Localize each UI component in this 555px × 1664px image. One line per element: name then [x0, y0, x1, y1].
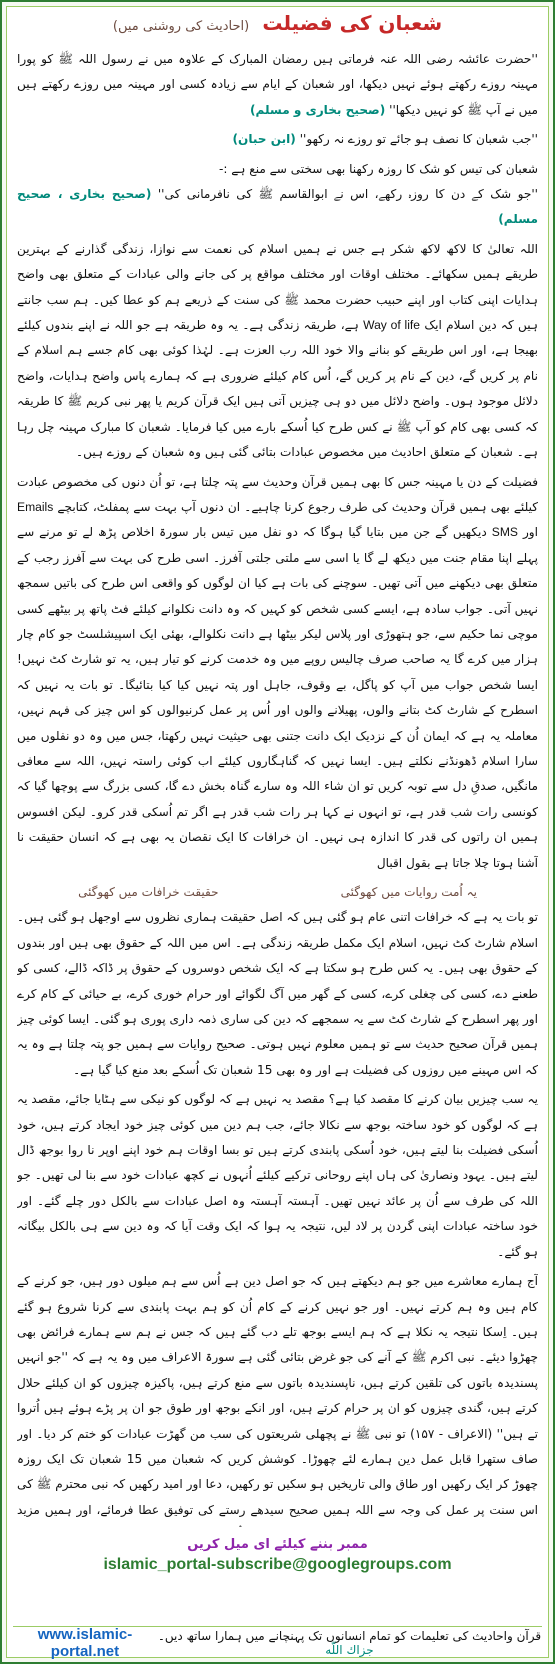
hadith-3-reference: (صحیح بخاری ، صحیح مسلم) [17, 187, 538, 227]
paragraph-2-part-a: فضیلت کے دن یا مہینہ جس کا بھی ہمیں قرآن وحدیث سے پتہ چلتا ہے، تو اُن دنوں کی مخصوص عبادت کیلئے بھی ہمیں قرآن وحدیث کی طرف رجوع کرنا چاہیے۔ ان دنوں آپ بہت سے پمفلٹ، کتابچے [17, 474, 538, 514]
header [7, 11, 548, 45]
jazak-allah-text: جزاك اللّه [325, 1643, 374, 1657]
hadith-1-text: ''حضرت عائشہ رضی اللہ عنہ فرماتی ہیں رمضان المبارک کے علاوہ میں نے رسول اللہ ﷺ کو پورا مہینہ روزے رکھتے ہوئے نہیں دیکھا، اور شعبان کے ایام سے زیادہ کسی اور مہینہ میں روزے رکھتے ہیں میں نے آپ ﷺ کو نہیں دیکھا'' [17, 52, 538, 117]
subscribe-label: ممبر بننے کیلئے ای میل کریں [187, 1537, 368, 1552]
couplet-line-2: یہ اُمت روایات میں کھوگئی [340, 885, 477, 899]
hadith-3 [17, 157, 538, 233]
page-title: شعبان کی فضیلت [262, 11, 443, 35]
sms-text: SMS [491, 525, 518, 540]
hadith-2 [17, 127, 538, 152]
paragraph-4: یہ سب چیزیں بیان کرنے کا مقصد کیا ہے؟ مقصد یہ نہیں ہے کہ لوگوں کو نیکی سے ہٹایا جائے، مقصد یہ ہے کہ لوگوں کو خود ساختہ بوجھ سے نکالا جائے، جب ہم دین میں کوئی چیز خود ایجاد کرتے ہیں، خود اُسکی فضیلت بنا لیتے ہیں، خود اُسکی پابندی کرتے ہیں تو بسا اوقات ہم خود اپنے اوپر نا روا بوجھ ڈال لیتے ہیں۔ یہود ونصاریٰ کی ہاں اپنے روحانی ترکیے کیلئے اُنہوں نے کچھ عبادات خود سے بنا لی تھیں۔ جو اللہ کی طرف سے اُن پر عائد نہیں تھیں۔ آہستہ آہستہ وہ اصل عبادات سے بالکل دور چلے گئے۔ اور خود ساختہ عبادات اپنی گردن پر لاد لیں، نتیجہ یہ ہوا کہ ایک وقت آیا کہ وہ دین سے ہی بالکل بیگانہ ہو گئے۔ [17, 1092, 538, 1259]
hadith-2-text: ''جب شعبان کا نصف ہو جائے تو روزے نہ رکھو'' [299, 132, 538, 147]
article-body [17, 47, 538, 1527]
paragraph-2 [17, 470, 538, 877]
paragraph-3: تو بات یہ ہے کہ خرافات اتنی عام ہو گئی ہیں کہ اصل حقیقت ہماری نظروں سے اوجھل ہو گئی ہیں۔ اسلام شارٹ کٹ نہیں، اسلام ایک مکمل طریقہ زندگی ہے۔ اس میں اللہ کے حقوق بھی ہیں اور بندوں کے حقوق بھی ہیں۔ یہ کس طرح ہو سکتا ہے کہ ایک شخص دوسروں کے حقوق پر ڈاکہ ڈالے، کسی کو طعنے دے، کسی کی چغلی کرے، کسی کے گھر میں آگ لگوائے اور حرام خوری کرے، بے حیائی کے کام کرے اور پھر اسطرح کے شارٹ کٹ سے یہ سمجھے کہ دین کی ساری ذمہ داری پوری ہو گئی۔ ایسا کوئی چیز ہمیں قرآن صحیح حدیث سے تو ہمیں معلوم نہیں ہوتی۔ صحیح روایات سے ہمیں جو پتہ چلتا ہے وہ یہ کہ اس مہینے میں روزوں کی فضیلت ہے اور وہ بھی 15 شعبان تک اُسکے بعد منع کیا گیا ہے۔ [17, 910, 538, 1077]
footer [7, 1535, 548, 1661]
paragraph-1 [17, 237, 538, 466]
page-subtitle: (احادیث کی روشنی میں) [112, 19, 250, 34]
hadith-3-text: ''جو شک کے دن کا روزہ رکھے، اس نے ابوالقاسم ﷺ کی نافرمانی کی'' [157, 187, 538, 202]
couplet-line-1: حقیقت خرافات میں کھوگئی [78, 885, 219, 899]
hadith-1 [17, 47, 538, 123]
hadith-1-reference: (صحیح بخاری و مسلم) [249, 102, 386, 117]
tagline-text: قرآن واحادیث کی تعلیمات کو تمام انسانوں تک پہنچانے میں ہمارا ساتھ دیں۔ [157, 1629, 542, 1643]
paragraph-1-part-b: ہے، طریقہ زندگی ہے۔ یہ وہ طریقہ ہے جو اللہ نے اپنے بندوں کیلئے بھیجا ہے، اور اس طریقے کو بنانے والا خود اللہ رب العزت ہے۔ لہٰذا کوئی بھی کام جسے ہم اسلام کے نام پر کریں گے، دین کے نام پر کریں گے، اُس کام کیلئے ضروری ہے کہ ہمارے پاس واضح ہدایات، واضح دلائل موجود ہوں۔ واضح دلائل میں دو ہی چیزیں آتی ہیں ایک قرآن کریم یا پھر نبی کریم ﷺ کا طریقہ کہ کسی بھی کام کو آپ ﷺ نے کس طرح کیا اُسکے بارے میں کیا فرمایا۔ شعبان کا مبارک مہینہ چل رہا ہے۔ شعبان کے متعلق احادیث میں مخصوص عبادات بتائی گئی ہیں وہ شعبان کے روزے ہیں۔ [17, 318, 538, 460]
emails-text: Emails [17, 499, 54, 514]
hadith-2-reference: (ابن حبان) [232, 132, 296, 147]
website-link[interactable]: www.islamic-portal.net [37, 1626, 133, 1660]
footer-tagline [157, 1629, 542, 1657]
content-panel [6, 6, 549, 1658]
subscribe-email-link[interactable]: islamic_portal-subscribe@googlegroups.com [103, 1556, 452, 1573]
paragraph-2-part-b: اور [522, 525, 538, 540]
hadith-3-intro: شعبان کی تیس کو شک کا روزہ رکھنا بھی سختی سے منع ہے :- [218, 161, 538, 176]
way-of-life-text: Way of life [363, 318, 421, 333]
iqbal-couplet [17, 880, 538, 905]
paragraph-1-part-a: اللہ تعالیٰ کا لاکھ لاکھ شکر ہے جس نے ہمیں اسلام کی نعمت سے نوازا، زندگی گذارنے کے بہترین طریقے ہمیں سکھائے۔ مختلف اوقات اور مختلف مواقع پر کی جانے والی عبادات کے متعلق بھی واضح ہدایات اپنی کتاب اور اپنے حبیب حضرت محمد ﷺ کی سنت کے ذریعے ہم کو عطا کیں۔ ہم سب جانتے ہیں کہ دین اسلام ایک [17, 241, 538, 333]
footer-bar [13, 1626, 542, 1660]
paragraph-5: آج ہمارے معاشرے میں جو ہم دیکھتے ہیں کہ جو اصل دین ہے اُس سے ہم میلوں دور ہیں، جو کرنے کے کام ہیں وہ ہم کرتے نہیں۔ اور جو نہیں کرنے کے کام اُن کو ہم بہت پابندی سے کرنا شروع ہو گئے ہیں۔ اِسکا نتیجہ یہ نکلا ہے کہ ہم ایسے بوجھ تلے دب گئے ہیں کہ جس نے ہم سے ہمارے فرائض بھی چھڑوا دیئے۔ نبی اکرم ﷺ کے آنے کی جو غرض بتائی گئی ہے سورۃ الاعراف میں وہ یہ ہے کہ ''جو انہیں پسندیدہ باتوں کی تلقین کرتے ہیں، ناپسندیدہ باتوں سے منع کرتے ہیں، پاکیزہ چیزوں کو ان کیلئے حلال کرتے ہیں، گندی چیزوں کو ان پر حرام کرتے ہیں، اور انکے بوجھ اور طوق جو ان پر پڑے ہوئے ہیں اُتروا تے ہیں'' (الاعراف - ۱۵۷) تو نبی ﷺ نے پچھلی شریعتوں کی سب من گھڑت عبادات کو ختم کر دیا۔ اور صاف ستھرا قابل عمل دین ہمارے لئے چھوڑا۔ کوشش کریں کہ شعبان میں 15 شعبان تک ایک روزہ چھوڑ کر ایک رکھیں اور طاق والی تاریخیں ہو سکیں تو رکھیں، دعا اور امید رکھیں کہ نبی محترم ﷺ کی اس سنت پر عمل کی وجہ سے اللہ ہمیں صحیح سیدھے رستے کی توفیق عطا فرمائے، اور ہمیں مزید [17, 1274, 538, 1517]
paragraph-2-part-c: دیکھیں گے جن میں بتایا گیا ہوگا کہ دو نفل میں تیس بار سورۃ اخلاص پڑھ لے تو مرنے سے پہلے اپنا مقام جنت میں دیکھ لے گا یا اسی سے ملتی جلتی آفرز۔ اسی طرح کی بہت سے آفرز رجب کے متعلق بھی دیکھنے میں آتی تھیں۔ سوچنے کی بات ہے کیا ان لوگوں کو واقعی اس طرح کی باتیں سمجھ نہیں آتی۔ جواب سادہ ہے، ایسے کسی شخص کو کہیں کہ وہ دانت نکلوانے کیلئے فٹ پاتھ پر بیٹھے کسی موچی نما حکیم سے، جو ہتھوڑی اور پلاس لیکر بیٹھا ہے دانت نکلوالے، بھئی ایک اسپیشلسٹ جو کام چار ہزار میں کرے گا یہ صاحب صرف چالیس روپے میں وہ خدمت کرنے کو تیار ہیں، یہ تو شارٹ کٹ نہیں! ایسا شخص جواب میں آپ کو پاگل، بے وقوف، جاہل اور پتہ نہیں کیا کیا بتائیگا۔ تو بات یہ نہیں کہ اسطرح کے شارٹ کٹ بتانے والوں، پھیلانے والوں اور اُس پر عمل کرنیوالوں کو اس چیز کی فہم نہیں، معاملہ یہ ہے کہ ایمان اُن کے نزدیک ایک دانت جتنی بھی حیثیت نہیں رکھتا، جس میں وہ دو نفلوں میں سارا اسلام ڈھونڈنے نکلتے ہیں۔ ایسا نہیں کہ گناہگاروں کیلئے اب کوئی راستہ نہیں، اللہ سے معافی مانگیں، صدقِ دل سے توبہ کریں تو ان شاء اللہ وہ سارے گناہ بخش دے گا، کسی بزرگ سے پوچھا گیا کہ کونسی رات شب قدر ہے، تو انہوں نے کہا ہر رات شب قدر ہے اگر تم اُسکی قدر کرو۔ لیکن افسوس ہمیں ان راتوں کی قدر کا اندازہ ہی نہیں۔ ان خرافات کا ایک نقصان یہ بھی ہے کہ انسان حقیقت نا آشنا ہوتا چلا جاتا ہے بقول اقبال [17, 525, 538, 870]
